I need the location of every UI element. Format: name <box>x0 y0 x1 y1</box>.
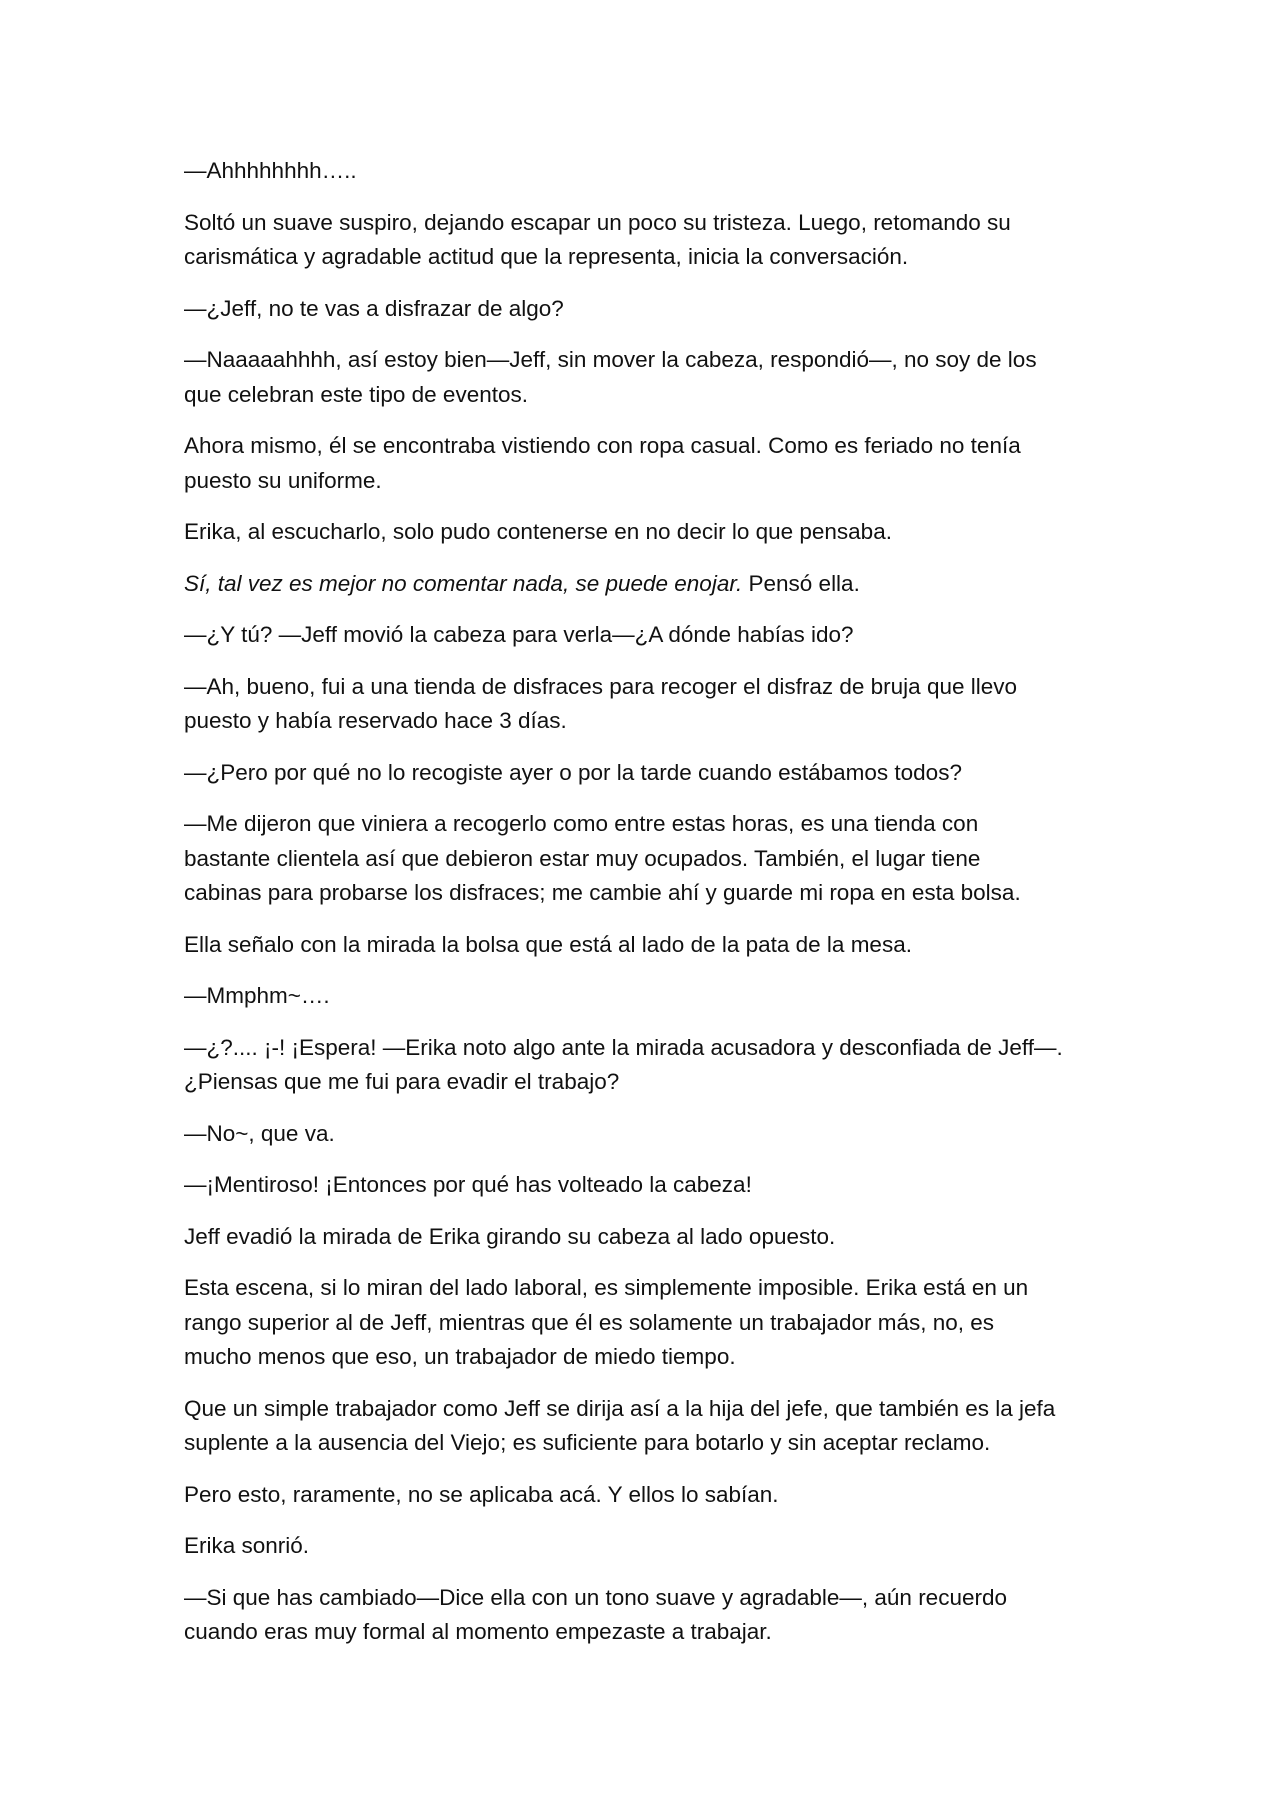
paragraph: —Ah, bueno, fui a una tienda de disfraces para recoger el disfraz de bruja que llevo puesto y había reservado hace 3 días. <box>184 673 1018 733</box>
paragraph: Soltó un suave suspiro, dejando escapar un poco su tristeza. Luego, retomando su carismática y agradable actitud que la representa, inicia la conversación. <box>184 209 1011 269</box>
italic-thought: Sí, tal vez es mejor no comentar nada, se puede enojar. <box>184 570 743 596</box>
paragraph: —Ahhhhhhhh….. <box>184 158 357 183</box>
paragraph: —Me dijeron que viniera a recogerlo como entre estas horas, es una tienda con bastante clientela así que debieron estar muy ocupados. También, el lugar tiene cabinas para probarse los disfraces; me cambie ahí y guarde mi ropa en esta bolsa. <box>184 811 1021 905</box>
paragraph: —Si que has cambiado—Dice ella con un tono suave y agradable—, aún recuerdo cuando eras muy formal al momento empezaste a trabajar. <box>184 1584 1007 1644</box>
paragraph: Que un simple trabajador como Jeff se dirija así a la hija del jefe, que también es la jefa suplente a la ausencia del Viejo; es suficiente para botarlo y sin aceptar reclamo. <box>184 1395 1056 1455</box>
document-body <box>184 154 1104 1667</box>
paragraph: Erika sonrió. <box>184 1533 310 1558</box>
paragraph: —No~, que va. <box>184 1120 335 1146</box>
paragraph-mixed <box>184 567 1104 602</box>
paragraph: Esta escena, si lo miran del lado laboral, es simplemente imposible. Erika está en un rango superior al de Jeff, mientras que él es solamente un trabajador más, no, es mucho menos que eso, un trabajador de miedo tiempo. <box>184 1275 1029 1369</box>
paragraph: Erika, al escucharlo, solo pudo contenerse en no decir lo que pensaba. <box>184 519 892 544</box>
paragraph: —Mmphm~…. <box>184 983 330 1008</box>
paragraph: Pero esto, raramente, no se aplicaba acá. Y ellos lo sabían. <box>184 1481 779 1507</box>
paragraph-text: Pensó ella. <box>742 570 860 596</box>
paragraph: —¿?.... ¡-! ¡Espera! —Erika noto algo ante la mirada acusadora y desconfiada de Jeff—. ¿Piensas que me fui para evadir el trabajo? <box>184 1034 1063 1094</box>
paragraph: —¿Pero por qué no lo recogiste ayer o por la tarde cuando estábamos todos? <box>184 759 962 785</box>
paragraph: Ahora mismo, él se encontraba vistiendo con ropa casual. Como es feriado no tenía puesto su uniforme. <box>184 433 1021 493</box>
paragraph: Ella señalo con la mirada la bolsa que está al lado de la pata de la mesa. <box>184 931 912 957</box>
paragraph: —¿Y tú? —Jeff movió la cabeza para verla—¿A dónde habías ido? <box>184 622 854 647</box>
paragraph: —Naaaaahhhh, así estoy bien—Jeff, sin mover la cabeza, respondió—, no soy de los que celebran este tipo de eventos. <box>184 347 1037 407</box>
paragraph: —¿Jeff, no te vas a disfrazar de algo? <box>184 295 564 321</box>
paragraph: Jeff evadió la mirada de Erika girando su cabeza al lado opuesto. <box>184 1223 836 1249</box>
paragraph: —¡Mentiroso! ¡Entonces por qué has volteado la cabeza! <box>184 1172 752 1197</box>
